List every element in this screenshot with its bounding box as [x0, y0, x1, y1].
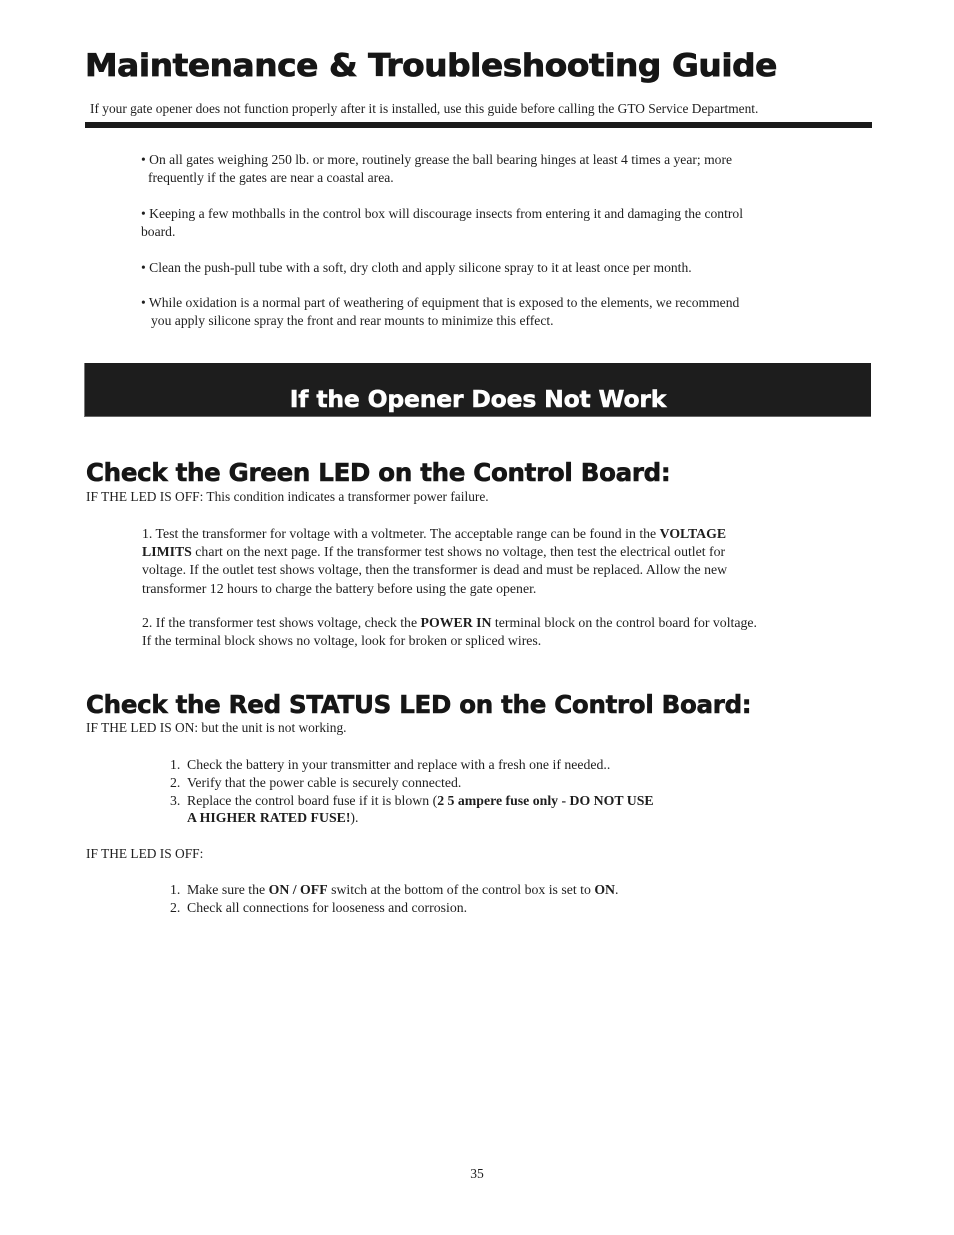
tip-line: board. — [141, 224, 176, 240]
on-ref: ON — [594, 882, 616, 897]
list-item: 1. Make sure the ON / OFF switch at the bottom of the control box is set to ON. — [170, 882, 619, 897]
green-led-heading: Check the Green LED on the Control Board: — [86, 458, 671, 487]
maintenance-tip — [141, 151, 732, 187]
voltage-limits-ref: VOLTAGE — [659, 526, 727, 541]
green-led-step-1: 1. Test the transformer for voltage with a voltmeter. The acceptable range can be found in the VOLTAGE LIMITS chart on the next page. If the transformer test shows no voltage, then test the electrical outlet for voltage. If the outlet test shows voltage, then the transformer is dead and must be replaced. Allow the new transformer 12 hours to charge the battery before using the gate opener. — [142, 526, 728, 596]
fuse-warning: A HIGHER RATED FUSE! — [187, 810, 351, 826]
red-led-off-condition: IF THE LED IS OFF: — [86, 846, 204, 861]
fuse-warning: 2 5 ampere fuse only - DO NOT USE — [437, 792, 654, 808]
header-rule — [85, 122, 872, 128]
maintenance-tip — [141, 259, 692, 277]
tip-line: • Clean the push-pull tube with a soft, dry cloth and apply silicone spray to it at least once per month. — [141, 260, 692, 275]
intro-text: If your gate opener does not function properly after it is installed, use this guide before calling the GTO Service Department. — [90, 101, 759, 116]
tip-line: • While oxidation is a normal part of weathering of equipment that is exposed to the elements, we recommend — [141, 295, 740, 310]
green-led-condition: IF THE LED IS OFF: This condition indicates a transformer power failure. — [86, 489, 489, 504]
red-led-on-condition: IF THE LED IS ON: but the unit is not working. — [86, 720, 347, 735]
list-item: 2. Verify that the power cable is securely connected. — [170, 774, 462, 790]
voltage-limits-ref: LIMITS — [142, 544, 192, 560]
page-number: 35 — [470, 1166, 484, 1181]
banner-title: If the Opener Does Not Work — [289, 385, 667, 413]
tip-line: you apply silicone spray the front and rear mounts to minimize this effect. — [151, 313, 554, 329]
tip-line: • On all gates weighing 250 lb. or more, routinely grease the ball bearing hinges at least 4 times a year; more — [141, 152, 733, 167]
red-led-on-steps — [170, 756, 654, 827]
green-led-step-2: 2. If the transformer test shows voltage, check the POWER IN terminal block on the control board for voltage. If the terminal block shows no voltage, look for broken or spliced wires. — [142, 615, 757, 649]
power-in-ref: POWER IN — [420, 615, 492, 630]
red-led-off-steps — [170, 881, 618, 917]
page-title: Maintenance & Troubleshooting Guide — [85, 48, 777, 84]
list-item: 1. Check the battery in your transmitter and replace with a fresh one if needed.. — [170, 757, 611, 772]
list-item: 3. Replace the control board fuse if it is blown (2 5 ampere fuse only - DO NOT USE A HIGHER RATED FUSE!). — [170, 792, 654, 826]
on-off-switch-ref: ON / OFF — [268, 882, 328, 897]
tip-line: frequently if the gates are near a coastal area. — [148, 170, 394, 186]
maintenance-tip — [141, 294, 739, 330]
maintenance-tip — [141, 205, 743, 241]
section-banner — [84, 363, 871, 417]
tip-line: • Keeping a few mothballs in the control box will discourage insects from entering it and damaging the control — [141, 206, 743, 221]
red-led-heading: Check the Red STATUS LED on the Control Board: — [86, 690, 752, 719]
list-item: 2. Check all connections for looseness and corrosion. — [170, 899, 468, 915]
